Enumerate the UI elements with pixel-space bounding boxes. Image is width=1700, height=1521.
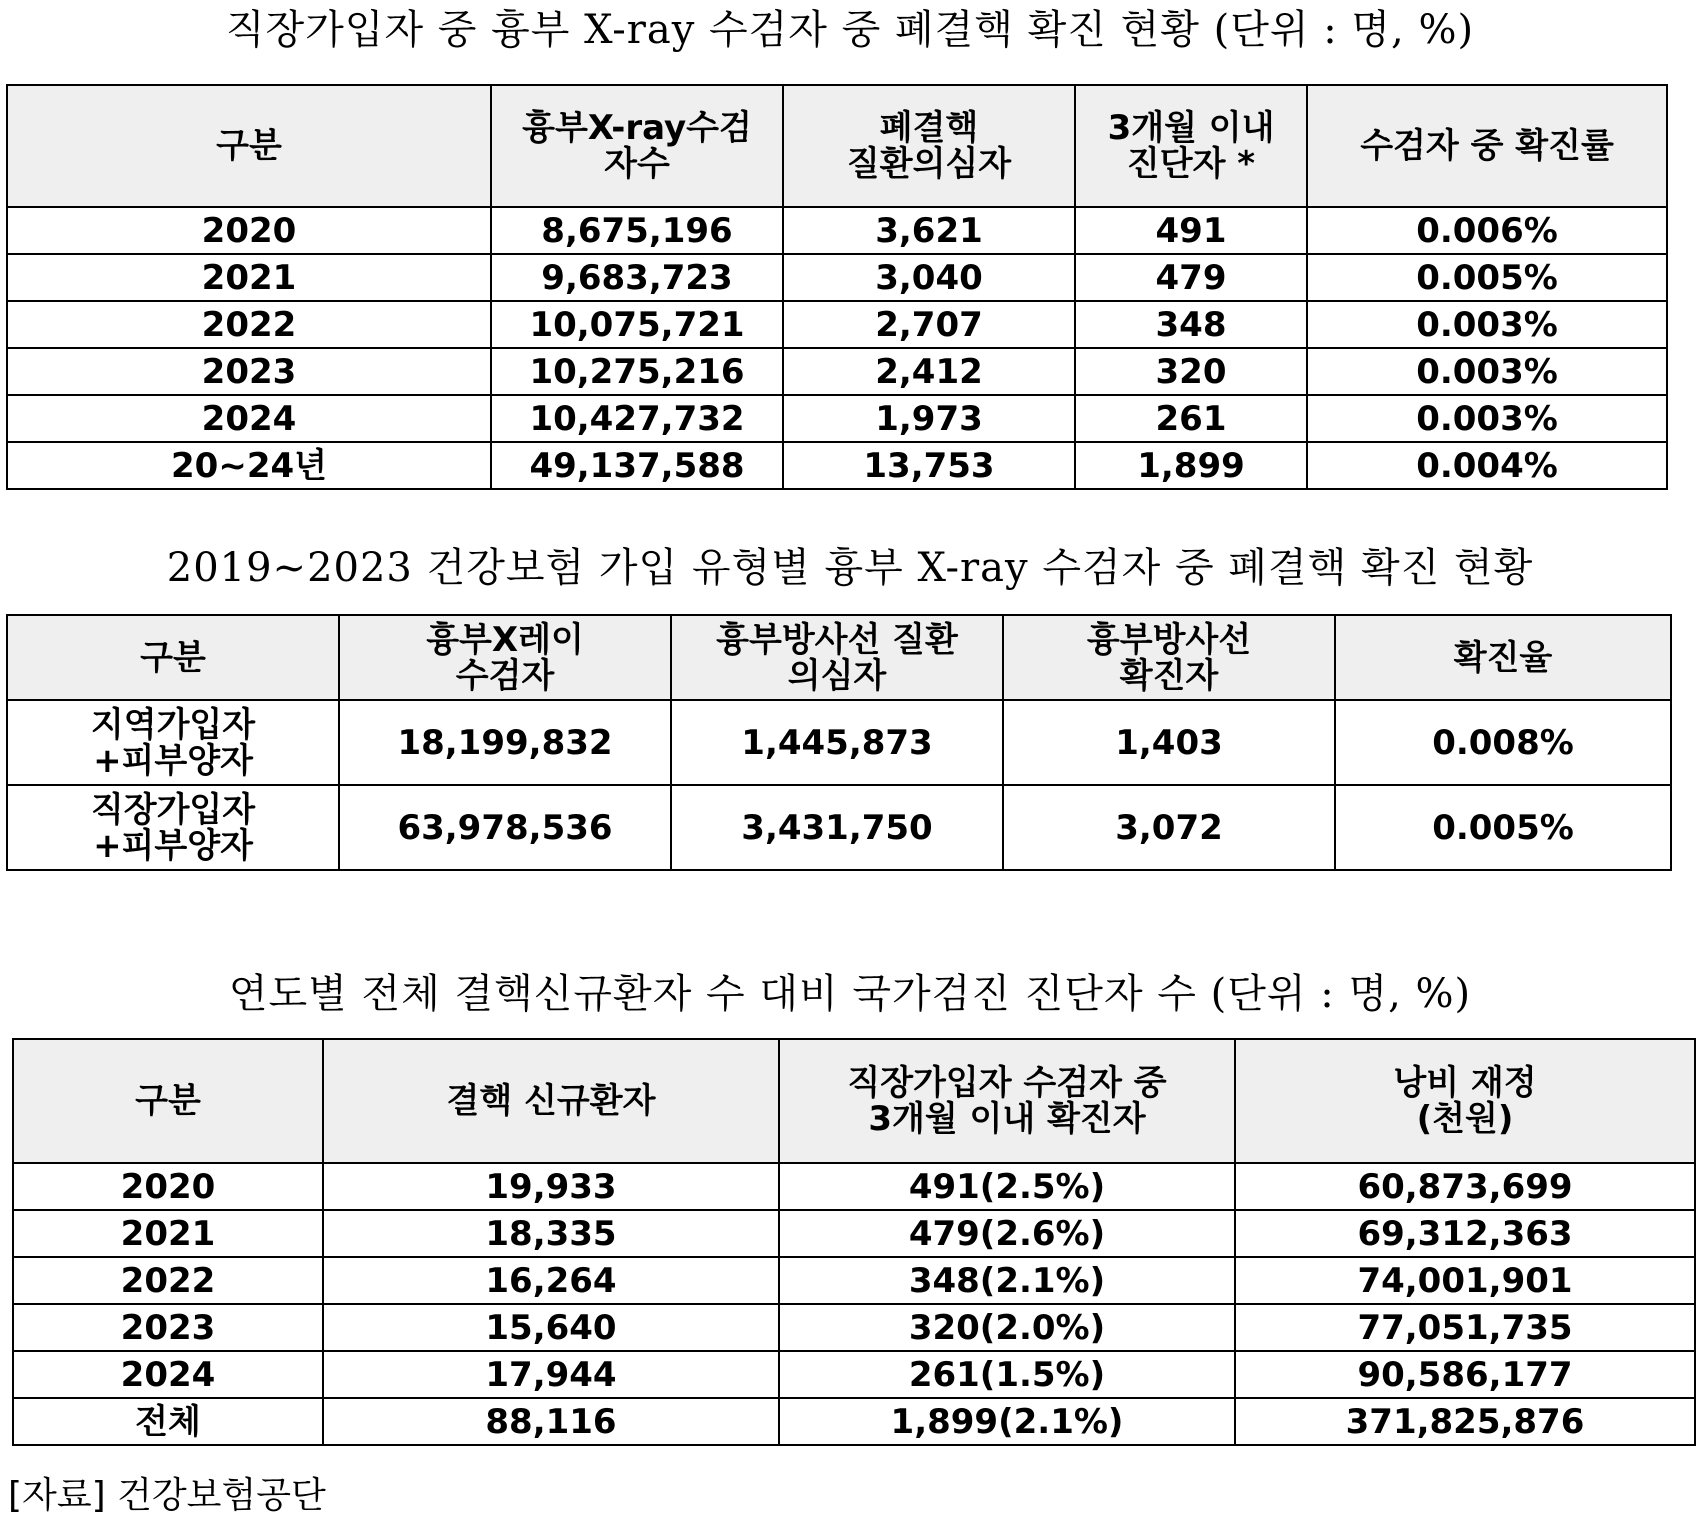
table3-cell: 371,825,876 (1235, 1398, 1695, 1445)
table1-cell: 2022 (7, 301, 491, 348)
table3-cell: 17,944 (323, 1351, 779, 1398)
table3-cell: 77,051,735 (1235, 1304, 1695, 1351)
table1-cell: 0.003% (1307, 348, 1667, 395)
table-row (13, 1210, 1695, 1257)
table1-cell: 13,753 (783, 442, 1075, 489)
table1 (6, 84, 1668, 490)
table-row (7, 254, 1667, 301)
table2-cell: 3,072 (1003, 785, 1335, 870)
table2-header-0: 구분 (7, 615, 339, 700)
table-row (7, 395, 1667, 442)
table1-cell: 479 (1075, 254, 1307, 301)
table-row (7, 207, 1667, 254)
table2-header-3: 흉부방사선 확진자 (1003, 615, 1335, 700)
table3-cell: 16,264 (323, 1257, 779, 1304)
table1-header-4: 수검자 중 확진률 (1307, 85, 1667, 207)
table3-cell: 2023 (13, 1304, 323, 1351)
table3-cell: 19,933 (323, 1163, 779, 1210)
table2-cell: 0.008% (1335, 700, 1671, 785)
table-row (7, 700, 1671, 785)
table2-cell: 18,199,832 (339, 700, 671, 785)
table3 (12, 1038, 1696, 1446)
table1-cell: 10,075,721 (491, 301, 783, 348)
table3-cell: 491(2.5%) (779, 1163, 1235, 1210)
table2-header-row (7, 615, 1671, 700)
table1-cell: 20~24년 (7, 442, 491, 489)
table1-cell: 2,707 (783, 301, 1075, 348)
table1-cell: 2,412 (783, 348, 1075, 395)
table-row (13, 1304, 1695, 1351)
table2-title: 2019~2023 건강보험 가입 유형별 흉부 X-ray 수검자 중 폐결핵 확진 현황 (166, 545, 1534, 591)
table1-cell: 8,675,196 (491, 207, 783, 254)
table-row (7, 785, 1671, 870)
table3-cell: 전체 (13, 1398, 323, 1445)
table3-cell: 88,116 (323, 1398, 779, 1445)
table1-cell: 0.004% (1307, 442, 1667, 489)
table1-cell: 491 (1075, 207, 1307, 254)
table3-cell: 18,335 (323, 1210, 779, 1257)
table1-header-3: 3개월 이내 진단자 * (1075, 85, 1307, 207)
table1-cell: 9,683,723 (491, 254, 783, 301)
table3-cell: 90,586,177 (1235, 1351, 1695, 1398)
table3-header-2: 직장가입자 수검자 중 3개월 이내 확진자 (779, 1039, 1235, 1163)
table1-cell: 3,040 (783, 254, 1075, 301)
table3-header-1: 결핵 신규환자 (323, 1039, 779, 1163)
table2-header-4: 확진율 (1335, 615, 1671, 700)
table-row (13, 1398, 1695, 1445)
table1-cell: 3,621 (783, 207, 1075, 254)
table2-cell: 63,978,536 (339, 785, 671, 870)
table-row (13, 1351, 1695, 1398)
table2-cell: 1,445,873 (671, 700, 1003, 785)
table1-header-2: 폐결핵 질환의심자 (783, 85, 1075, 207)
table2-header-1: 흉부X레이 수검자 (339, 615, 671, 700)
table3-cell: 60,873,699 (1235, 1163, 1695, 1210)
table3-cell: 320(2.0%) (779, 1304, 1235, 1351)
table-row (7, 301, 1667, 348)
table1-cell: 2024 (7, 395, 491, 442)
table3-header-row (13, 1039, 1695, 1163)
table1-header-0: 구분 (7, 85, 491, 207)
table1-cell: 49,137,588 (491, 442, 783, 489)
table1-cell: 348 (1075, 301, 1307, 348)
table3-cell: 74,001,901 (1235, 1257, 1695, 1304)
table3-cell: 479(2.6%) (779, 1210, 1235, 1257)
table-row (13, 1257, 1695, 1304)
table1-cell: 2023 (7, 348, 491, 395)
table3-cell: 15,640 (323, 1304, 779, 1351)
table-row (13, 1163, 1695, 1210)
table3-cell: 261(1.5%) (779, 1351, 1235, 1398)
table2-cell: 직장가입자 +피부양자 (7, 785, 339, 870)
table2-cell: 3,431,750 (671, 785, 1003, 870)
table1-cell: 0.006% (1307, 207, 1667, 254)
table1-header-row (7, 85, 1667, 207)
table-row (7, 442, 1667, 489)
table1-cell: 1,973 (783, 395, 1075, 442)
table3-cell: 2024 (13, 1351, 323, 1398)
table3-header-3: 낭비 재정 (천원) (1235, 1039, 1695, 1163)
table2-cell: 1,403 (1003, 700, 1335, 785)
table3-cell: 69,312,363 (1235, 1210, 1695, 1257)
table1-cell: 261 (1075, 395, 1307, 442)
table3-title: 연도별 전체 결핵신규환자 수 대비 국가검진 진단자 수 (단위 : 명, %) (228, 971, 1472, 1017)
table3-cell: 2020 (13, 1163, 323, 1210)
table1-cell: 0.005% (1307, 254, 1667, 301)
table1-cell: 10,275,216 (491, 348, 783, 395)
source-note: [자료] 건강보험공단 (8, 1475, 326, 1516)
table3-cell: 348(2.1%) (779, 1257, 1235, 1304)
table-row (7, 348, 1667, 395)
table2-cell: 지역가입자 +피부양자 (7, 700, 339, 785)
table1-cell: 320 (1075, 348, 1307, 395)
table1-cell: 2021 (7, 254, 491, 301)
table1-cell: 2020 (7, 207, 491, 254)
table1-cell: 0.003% (1307, 301, 1667, 348)
table2-header-2: 흉부방사선 질환 의심자 (671, 615, 1003, 700)
table1-cell: 1,899 (1075, 442, 1307, 489)
table1-cell: 10,427,732 (491, 395, 783, 442)
table1-cell: 0.003% (1307, 395, 1667, 442)
table1-header-1: 흉부X-ray수검 자수 (491, 85, 783, 207)
table3-cell: 1,899(2.1%) (779, 1398, 1235, 1445)
table3-cell: 2021 (13, 1210, 323, 1257)
table2 (6, 614, 1672, 871)
table2-cell: 0.005% (1335, 785, 1671, 870)
table3-header-0: 구분 (13, 1039, 323, 1163)
table1-title: 직장가입자 중 흉부 X-ray 수검자 중 폐결핵 확진 현황 (단위 : 명, %) (225, 7, 1475, 53)
table3-cell: 2022 (13, 1257, 323, 1304)
